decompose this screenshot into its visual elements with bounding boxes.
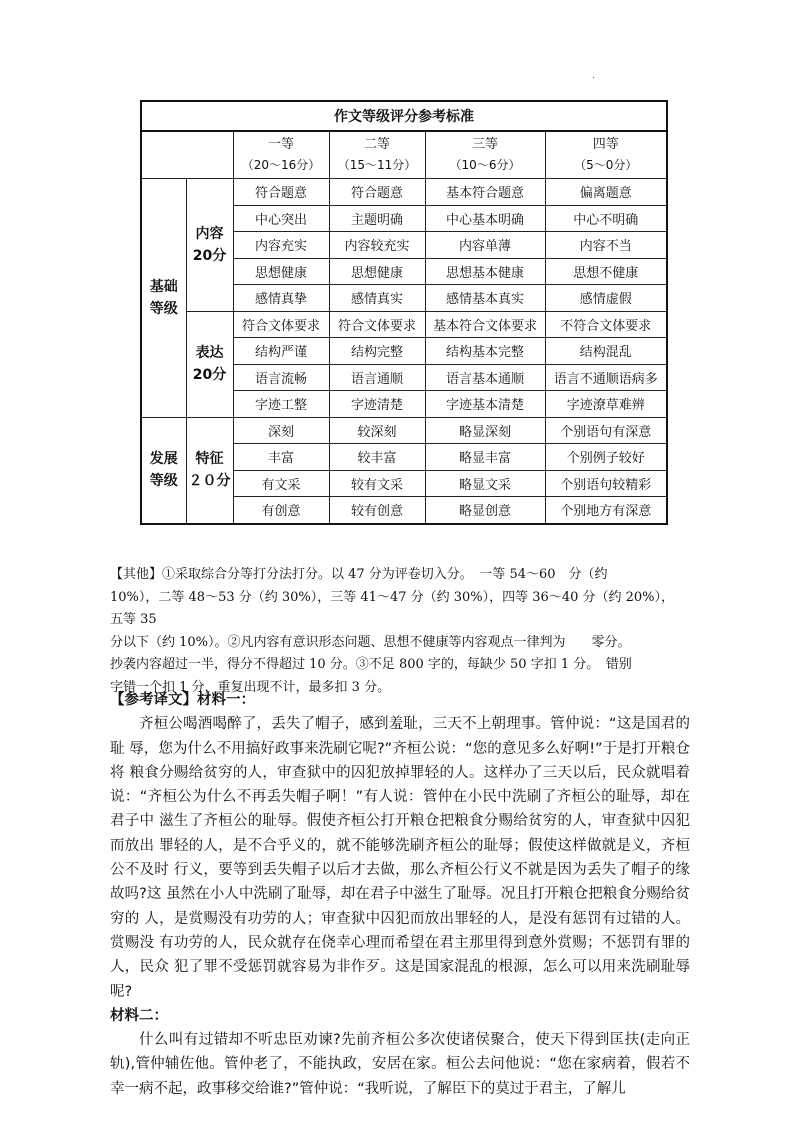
table-cell: 深刻 xyxy=(233,417,329,444)
table-cell: 感情基本真实 xyxy=(425,285,545,312)
table-cell: 思想基本健康 xyxy=(425,258,545,285)
table-cell: 较丰富 xyxy=(329,444,425,471)
table-cell: 较深刻 xyxy=(329,417,425,444)
table-cell: 个别地方有深意 xyxy=(545,497,667,524)
table-cell: 略显创意 xyxy=(425,497,545,524)
level-header-3: 三等 （10～6分） xyxy=(425,131,545,179)
table-cell: 符合题意 xyxy=(329,179,425,206)
notes-line: 10%），二等 48～53 分（约 30%），三等 41～47 分（约 30%），四等 36～40 分（约 20%）， 五等 35 xyxy=(110,589,681,627)
table-cell: 略显丰富 xyxy=(425,444,545,471)
table-cell: 不符合文体要求 xyxy=(545,311,667,338)
table-cell: 字迹潦草难辨 xyxy=(545,391,667,418)
table-cell: 结构基本完整 xyxy=(425,338,545,365)
table-cell: 符合文体要求 xyxy=(233,311,329,338)
table-cell: 较有文采 xyxy=(329,470,425,497)
material-two-heading: 材料二： xyxy=(110,1007,168,1024)
table-cell: 语言通顺 xyxy=(329,364,425,391)
level-header-4: 四等 （5～0分） xyxy=(545,131,667,179)
table-cell: 有文采 xyxy=(233,470,329,497)
level-header-2: 二等 （15～11分） xyxy=(329,131,425,179)
notes-line: 【其他】①采取综合分等打分法打分。以 47 分为评卷切入分。 一等 54～60 分（约 xyxy=(110,567,608,582)
table-cell: 结构严谨 xyxy=(233,338,329,365)
table-row xyxy=(141,179,667,206)
material-two-paragraph: 什么叫有过错却不听忠臣劝谏?先前齐桓公多次使诸侯聚合，使天下得到匡扶(走向正轨),管仲辅佐他。管仲老了，不能执政，安居在家。桓公去问他说：“您在家病着，假若不 幸一病不起，政事移交给谁?”管仲说：“我听说，了解臣下的莫过于君主，了解儿 xyxy=(110,1032,690,1097)
table-cell: 中心基本明确 xyxy=(425,205,545,232)
table-cell: 思想健康 xyxy=(329,258,425,285)
notes-line: 分以下（约 10%）。②凡内容有意识形态问题、思想不健康等内容观点一律判为 零分。 xyxy=(110,634,631,650)
table-cell: 语言不通顺语病多 xyxy=(545,364,667,391)
level-header-1: 一等 （20～16分） xyxy=(233,131,329,179)
material-one-paragraph: 齐桓公喝酒喝醉了，丢失了帽子，感到羞耻，三天不上朝理事。管仲说：“这是国君的耻 辱，您为什么不用搞好政事来洗刷它呢?”齐桓公说：“您的意见多么好啊!”于是打开粮仓将 粮食分赐给贫穷的人，审查狱中的囚犯放掉罪轻的人。这样办了三天以后，民众就唱着说：“齐桓公为什么不再丢失帽子啊！”有人说：管仲在小民中洗刷了齐桓公的耻辱，却在君子中 滋生了齐桓公的耻辱。假使齐桓公打开粮仓把粮食分赐给贫穷的人，审查狱中囚犯而放出 罪轻的人，是不合乎义的，就不能够洗刷齐桓公的耻辱；假使这样做就是义，齐桓公不及时 行义，要等到丢失帽子以后才去做，那么齐桓公行义不就是因为丢失了帽子的缘故吗?这 虽然在小人中洗刷了耻辱，却在君子中滋生了耻辱。况且打开粮仓把粮食分赐给贫穷的 人，是赏赐没有功劳的人；审查狱中囚犯而放出罪轻的人，是没有惩罚有过错的人。赏赐没 有功劳的人，民众就存在侥幸心理而希望在君主那里得到意外赏赐；不惩罚有罪的人，民众 犯了罪不受惩罚就容易为非作歹。这是国家混乱的根源，怎么可以用来洗刷耻辱呢? xyxy=(110,716,690,1000)
reference-translation xyxy=(110,688,690,1101)
corner-mark: . xyxy=(592,70,596,81)
group-development: 发展 等级 xyxy=(141,417,186,524)
table-cell: 符合题意 xyxy=(233,179,329,206)
table-cell: 语言基本通顺 xyxy=(425,364,545,391)
table-cell: 主题明确 xyxy=(329,205,425,232)
table-cell: 感情真实 xyxy=(329,285,425,312)
table-cell: 略显深刻 xyxy=(425,417,545,444)
table-cell: 内容充实 xyxy=(233,232,329,259)
table-cell: 结构完整 xyxy=(329,338,425,365)
table-cell: 字迹清楚 xyxy=(329,391,425,418)
table-cell: 思想不健康 xyxy=(545,258,667,285)
table-cell: 略显文采 xyxy=(425,470,545,497)
table-cell: 字迹工整 xyxy=(233,391,329,418)
blank-header-cell xyxy=(141,131,233,179)
table-cell: 基本符合文体要求 xyxy=(425,311,545,338)
table-cell: 内容单薄 xyxy=(425,232,545,259)
table-cell: 个别例子较好 xyxy=(545,444,667,471)
notes-line: 字错一个扣 1 分，重复出现不计，最多扣 3 分。 xyxy=(110,679,391,695)
table-title: 作文等级评分参考标准 xyxy=(141,101,667,131)
table-cell: 中心突出 xyxy=(233,205,329,232)
table-cell: 内容较充实 xyxy=(329,232,425,259)
table-cell: 有创意 xyxy=(233,497,329,524)
section-feature: 特征 ２０分 xyxy=(186,417,233,524)
table-cell: 思想健康 xyxy=(233,258,329,285)
table-row xyxy=(141,417,667,444)
table-row xyxy=(141,311,667,338)
table-cell: 结构混乱 xyxy=(545,338,667,365)
group-basic: 基础 等级 xyxy=(141,179,186,418)
table-cell: 偏离题意 xyxy=(545,179,667,206)
table-cell: 符合文体要求 xyxy=(329,311,425,338)
table-cell: 感情虚假 xyxy=(545,285,667,312)
table-cell: 基本符合题意 xyxy=(425,179,545,206)
table-cell: 较有创意 xyxy=(329,497,425,524)
table-cell: 个别语句有深意 xyxy=(545,417,667,444)
table-cell: 字迹基本清楚 xyxy=(425,391,545,418)
section-expression: 表达 20分 xyxy=(186,311,233,417)
grading-standard-table xyxy=(140,100,668,525)
table-cell: 丰富 xyxy=(233,444,329,471)
translation-heading: 【参考译文】材料一： xyxy=(110,692,255,708)
scoring-notes xyxy=(110,564,690,699)
notes-line: 抄袭内容超过一半，得分不得超过 10 分。③不足 800 字的，每缺少 50 字扣 1 分。 错别 xyxy=(110,657,632,672)
table-cell: 内容不当 xyxy=(545,232,667,259)
table-cell: 语言流畅 xyxy=(233,364,329,391)
section-content: 内容 20分 xyxy=(186,179,233,312)
table-cell: 感情真挚 xyxy=(233,285,329,312)
table-cell: 中心不明确 xyxy=(545,205,667,232)
table-cell: 个别语句较精彩 xyxy=(545,470,667,497)
